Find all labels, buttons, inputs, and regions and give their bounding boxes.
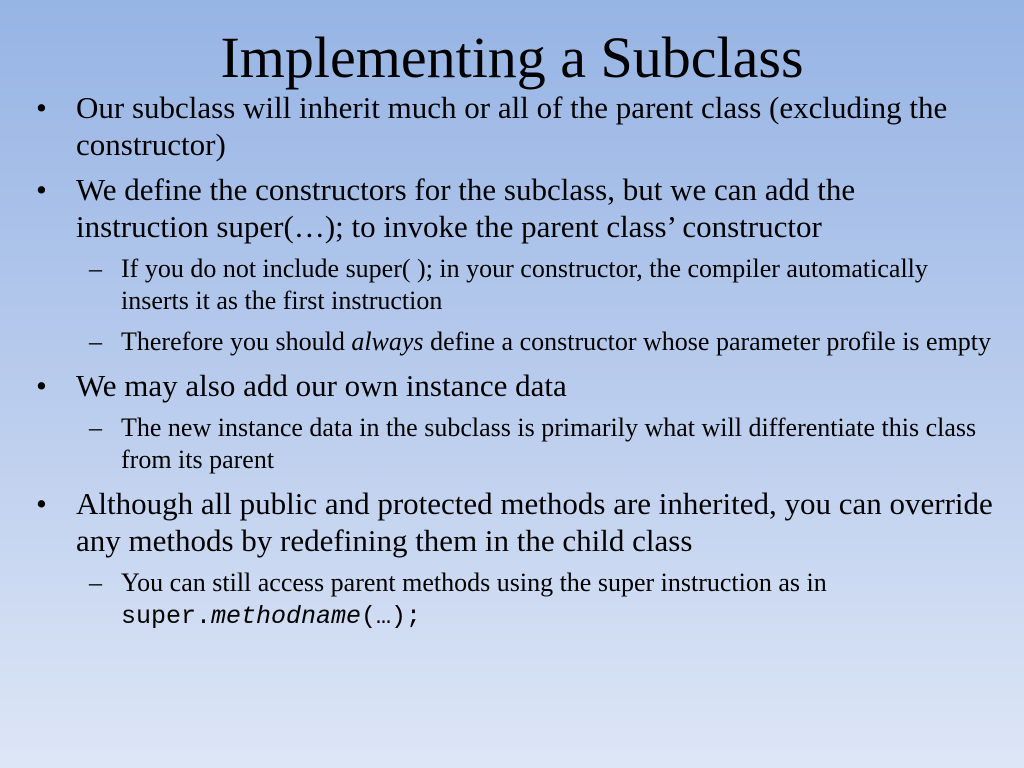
bullet-marker: • — [36, 368, 47, 403]
bullet-inherit — [0, 89, 1024, 163]
bullet-constructors — [0, 171, 1024, 245]
slide-content — [0, 89, 1024, 642]
bullet-override — [0, 485, 1024, 559]
dash-marker: – — [89, 568, 102, 597]
bullet-text: Although all public and protected methods are inherited, you can override any methods by redefining them in the child class — [76, 486, 993, 558]
bullet-text: Our subclass will inherit much or all of the parent class (excluding the constructor) — [76, 90, 948, 162]
dash-marker: – — [89, 413, 102, 442]
code-prefix: super. — [121, 602, 212, 631]
sub-bullet-text: If you do not include super( ); in your constructor, the compiler automatically inserts it as the first instruction — [121, 254, 928, 315]
code-snippet — [121, 602, 421, 631]
sub-bullet-text-before: Therefore you should — [121, 327, 352, 356]
bullet-marker: • — [36, 486, 47, 521]
bullet-instance-data — [0, 367, 1024, 404]
code-method-name: methodname — [211, 602, 362, 631]
bullet-text: We define the constructors for the subclass, but we can add the instruction super(…); to invoke the parent class’ constructor — [76, 172, 856, 244]
sub-bullet-empty-constructor — [0, 326, 1024, 358]
bullet-text: We may also add our own instance data — [76, 368, 567, 403]
sub-bullet-text-before: You can still access parent methods using the super instruction as in — [121, 568, 827, 597]
sub-bullet-text-after: define a constructor whose parameter profile is empty — [423, 327, 992, 356]
sub-bullet-text: The new instance data in the subclass is primarily what will differentiate this class from its parent — [121, 413, 977, 474]
bullet-marker: • — [36, 172, 47, 207]
slide-title: Implementing a Subclass — [220, 25, 804, 90]
dash-marker: – — [89, 254, 102, 283]
bullet-marker: • — [36, 90, 47, 125]
sub-bullet-super-inserted — [0, 253, 1024, 317]
code-suffix: (…); — [361, 602, 422, 631]
sub-bullet-super-access — [0, 567, 1024, 633]
dash-marker: – — [89, 327, 102, 356]
sub-bullet-emphasis: always — [351, 327, 424, 356]
sub-bullet-differentiate — [0, 412, 1024, 476]
